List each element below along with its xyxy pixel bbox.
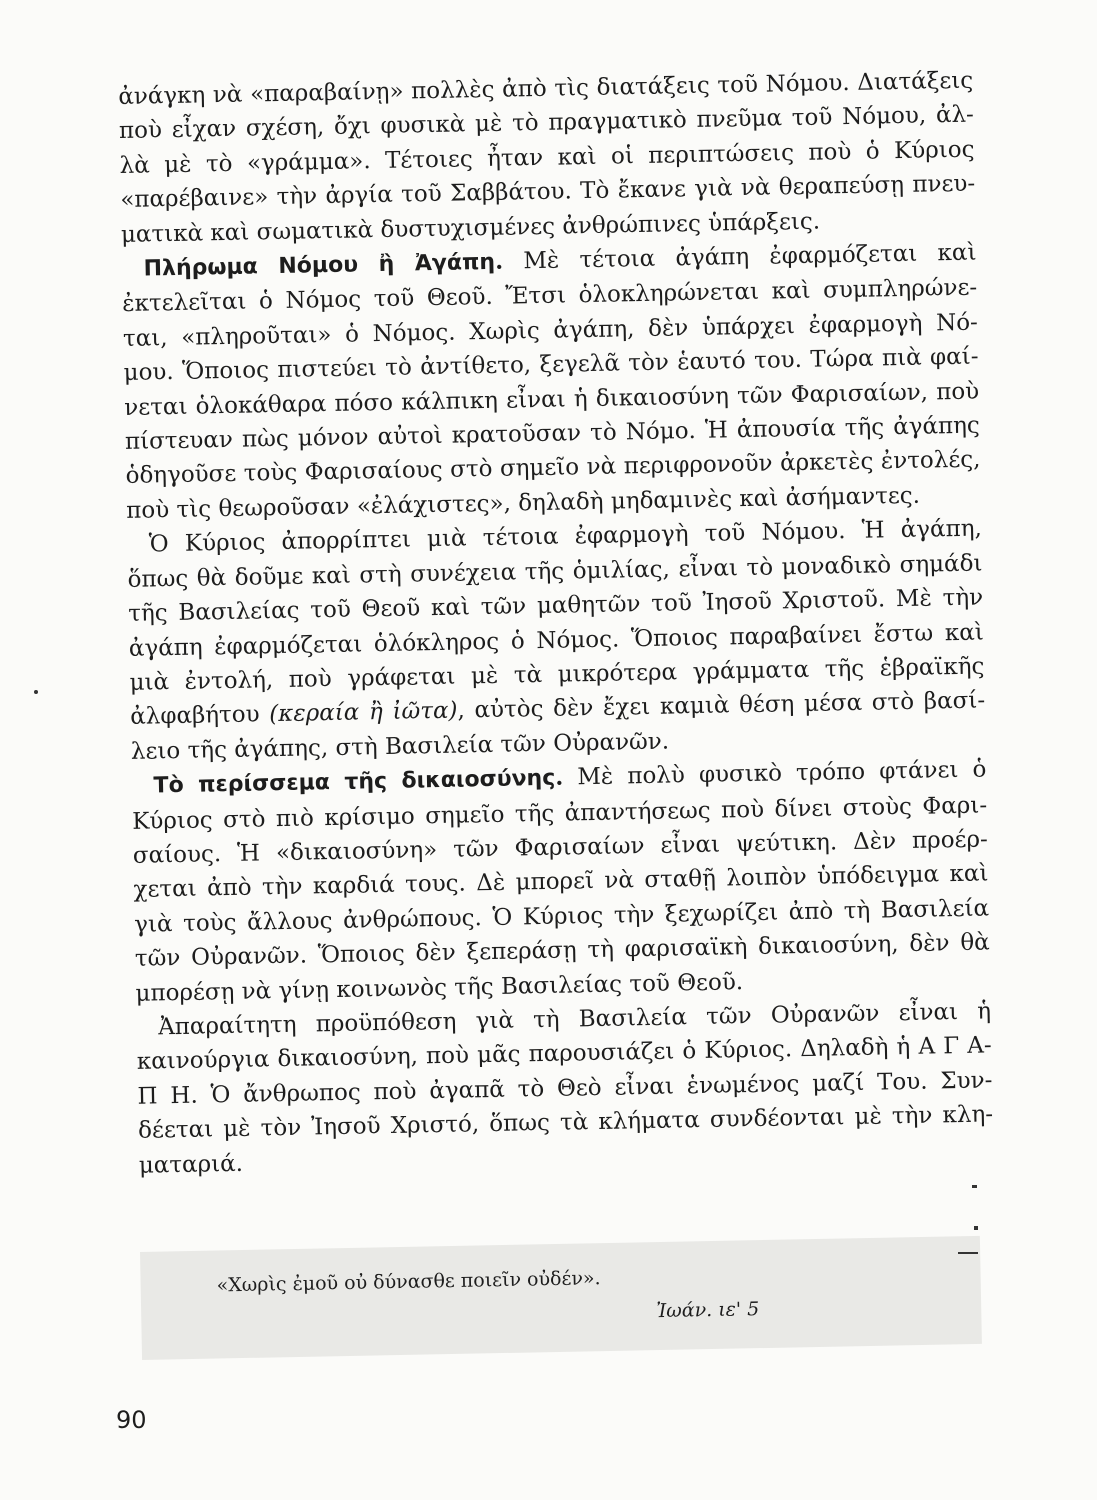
scripture-reference: Ἰωάν. ιε' 5 <box>656 1298 760 1323</box>
text-line: χεται ἀπὸ τὴν καρδιά τους. Δὲ μπορεῖ νὰ σταθῇ λοιπὸν ὑπόδειγμα καὶ <box>133 860 989 904</box>
text-line: ἀγάπη ἐφαρμόζεται ὁλόκληρος ὁ Νόμος. Ὅποιος παραβαίνει ἔστω καὶ <box>128 618 985 662</box>
print-speck <box>974 1226 978 1230</box>
body-text <box>118 64 994 1183</box>
text-line: ματικὰ καὶ σωματικὰ δυστυχισμένες ἀνθρώπινες ὑπάρξεις. <box>120 208 821 248</box>
text-line: ποὺ εἶχαν σχέση, ὄχι φυσικὰ μὲ τὸ πραγματικὸ πνεῦμα τοῦ Νόμου, ἀλ- <box>118 101 975 145</box>
text-line: ται, «πληροῦται» ὁ Νόμος. Χωρὶς ἀγάπη, δὲν ὑπάρχει ἐφαρμογὴ Νό- <box>122 309 979 352</box>
scripture-quote: «Χωρὶς ἐμοῦ οὐ δύνασθε ποιεῖν οὐδέν». <box>216 1267 601 1297</box>
text-line: τῶν Οὐρανῶν. Ὅποιος δὲν ξεπεράσῃ τὴ φαρισαϊκὴ δικαιοσύνη, δὲν θὰ <box>134 929 990 972</box>
text-line: Ὁ Κύριος ἀπορρίπτει μιὰ τέτοια ἐφαρμογὴ τοῦ Νόμου. Ἡ ἀγάπη, <box>148 515 983 558</box>
text-line: Π Η. Ὁ ἄνθρωπος ποὺ ἀγαπᾶ τὸ Θεὸ εἶναι ἑνωμένος μαζί Του. Συν- <box>137 1067 993 1110</box>
text-line: Κύριος στὸ πιὸ κρίσιμο σημεῖο τῆς ἀπαντήσεως ποὺ δίνει στοὺς Φαρι- <box>131 791 988 835</box>
section-heading: Τὸ περίσσεμα τῆς δικαιοσύνης <box>153 765 556 799</box>
section-heading-line: Πλήρωμα Νόμου ἢ Ἀγάπη. Μὲ τέτοια ἀγάπη ἐφαρμόζεται καὶ <box>143 239 977 282</box>
text-fragment: Μὲ τέτοια ἀγάπη ἐφαρμόζεται καὶ <box>502 239 977 275</box>
text-line: μπορέσῃ νὰ γίνῃ κοινωνὸς τῆς Βασιλείας τοῦ Θεοῦ. <box>135 968 744 1007</box>
text-fragment: ἀλφαβήτου <box>129 701 270 731</box>
italic-phrase: (κεραία ἢ ἰῶτα) <box>269 697 458 728</box>
print-speck <box>34 690 38 694</box>
text-line: μου. Ὅποιος πιστεύει τὸ ἀντίθετο, ξεγελᾶ τὸν ἑαυτό του. Τώρα πιὰ φαί- <box>123 343 979 387</box>
text-line: σαίους. Ἡ «δικαιοσύνη» τῶν Φαρισαίων εἶναι ψεύτικη. Δὲν προέρ- <box>132 826 988 869</box>
section-heading: Πλήρωμα Νόμου ἢ Ἀγάπη <box>143 249 496 282</box>
text-line: γιὰ τοὺς ἄλλους ἀνθρώπους. Ὁ Κύριος τὴν ξεχωρίζει ἀπὸ τὴ Βασιλεία <box>133 895 990 938</box>
scripture-quote-box <box>140 1236 982 1360</box>
text-line: ματαριά. <box>138 1150 244 1179</box>
text-line: ἀνάγκη νὰ «παραβαίνῃ» πολλὲς ἀπὸ τὶς διατάξεις τοῦ Νόμου. Διατάξεις <box>118 67 974 110</box>
text-line: καινούργια δικαιοσύνη, ποὺ μᾶς παρουσιάζει ὁ Κύριος. Δηλαδὴ ἡ Α Γ Α- <box>136 1032 992 1076</box>
text-line: ὁδηγοῦσε τοὺς Φαρισαίους στὸ σημεῖο νὰ περιφρονοῦν ἀρκετὲς ἐντολές, <box>125 446 981 490</box>
text-line: λὰ μὲ τὸ «γράμμα». Τέτοιες ἦταν καὶ οἱ περιπτώσεις ποὺ ὁ Κύριος <box>119 136 975 179</box>
text-line: νεται ὁλοκάθαρα πόσο κάλπικη εἶναι ἡ δικαιοσύνη τῶν Φαρισαίων, ποὺ <box>124 378 980 421</box>
text-fragment: Μὲ πολὺ φυσικὸ τρόπο φτάνει ὁ <box>563 756 987 791</box>
text-line: λειο τῆς ἀγάπης, στὴ Βασιλεία τῶν Οὐρανῶν. <box>130 728 670 765</box>
text-line: «παρέβαινε» τὴν ἀργία τοῦ Σαββάτου. Τὸ ἔκανε γιὰ νὰ θεραπεύσῃ πνευ- <box>120 170 976 214</box>
print-speck <box>958 1252 978 1254</box>
text-line: ποὺ τὶς θεωροῦσαν «ἐλάχιστες», δηλαδὴ μηδαμινὲς καὶ ἀσήμαντες. <box>126 482 921 524</box>
section-heading-line: Τὸ περίσσεμα τῆς δικαιοσύνης. Μὲ πολὺ φυσικὸ τρόπο φτάνει ὁ <box>153 756 987 799</box>
text-line: τῆς Βασιλείας τοῦ Θεοῦ καὶ τῶν μαθητῶν τοῦ Ἰησοῦ Χριστοῦ. Μὲ τὴν <box>128 584 984 627</box>
text-line: ὅπως θὰ δοῦμε καὶ στὴ συνέχεια τῆς ὁμιλίας, εἶναι τὸ μοναδικὸ σημάδι <box>127 550 983 593</box>
text-line: Ἀπαραίτητη προϋπόθεση γιὰ τὴ Βασιλεία τῶν Οὐρανῶν εἶναι ἡ <box>157 998 992 1041</box>
text-line: μιὰ ἐντολή, ποὺ γράφεται μὲ τὰ μικρότερα γράμματα τῆς ἑβραϊκῆς <box>129 653 985 696</box>
text-line: ἐκτελεῖται ὁ Νόμος τοῦ Θεοῦ. Ἔτσι ὁλοκληρώνεται καὶ συμπληρώνε- <box>122 274 978 318</box>
text-line: πίστευαν πὼς μόνον αὐτοὶ κρατοῦσαν τὸ Νόμο. Ἡ ἀπουσία τῆς ἀγάπης <box>124 412 981 455</box>
page-number: 90 <box>116 1406 147 1434</box>
print-speck <box>972 1185 977 1188</box>
text-fragment: , αὐτὸς δὲν ἔχει καμιὰ θέση μέσα στὸ βασί- <box>457 687 986 724</box>
text-line: δέεται μὲ τὸν Ἰησοῦ Χριστό, ὅπως τὰ κλήματα συνδέονται μὲ τὴν κλη- <box>137 1101 994 1144</box>
